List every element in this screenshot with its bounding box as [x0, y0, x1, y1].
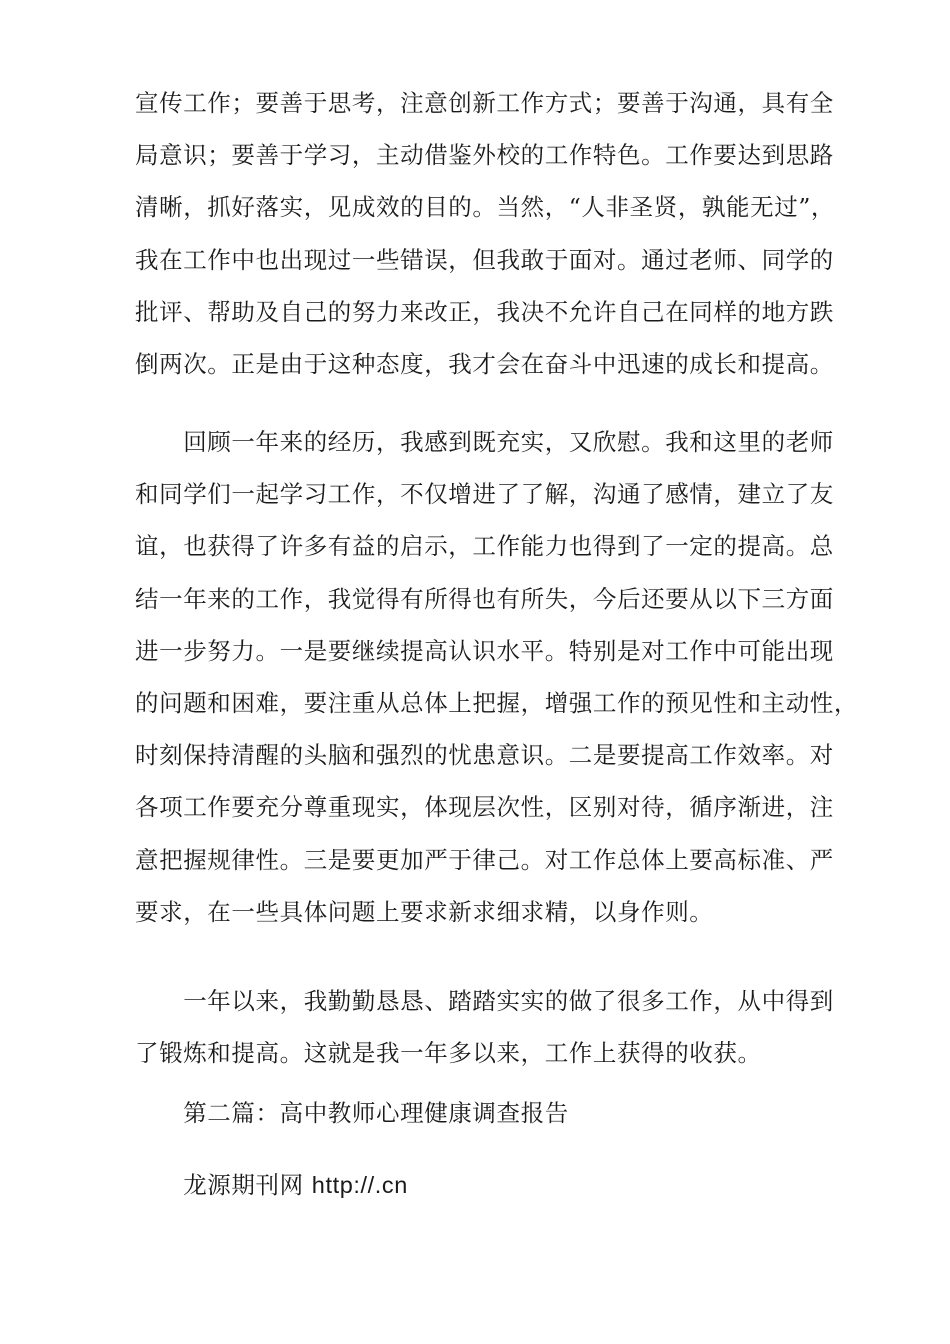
paragraph-line: 回顾一年来的经历，我感到既充实，又欣慰。我和这里的老师	[135, 428, 834, 456]
paragraph-line: 我在工作中也出现过一些错误，但我敢于面对。通过老师、同学的	[135, 245, 834, 274]
paragraph-line: 意把握规律性。三是要更加严于律己。对工作总体上要高标准、严	[135, 845, 834, 874]
paragraph-line: 进一步努力。一是要继续提高认识水平。特别是对工作中可能出现	[135, 636, 834, 665]
paragraph-line: 各项工作要充分尊重现实，体现层次性，区别对待，循序渐进，注	[135, 793, 834, 822]
paragraph-line: 要求，在一些具体问题上要求新求细求精，以身作则。	[135, 897, 714, 926]
paragraph-2	[135, 416, 858, 938]
paragraph-line: 的问题和困难，要注重从总体上把握，增强工作的预见性和主动性，	[135, 689, 858, 718]
paragraph-line: 宣传工作；要善于思考，注意创新工作方式；要善于沟通，具有全	[135, 89, 834, 117]
paragraph-line: 清晰，抓好落实，见成效的目的。当然，“人非圣贤，孰能无过”，	[135, 193, 836, 222]
source-line	[135, 1159, 835, 1211]
paragraph-line: 了锻炼和提高。这就是我一年多以来，工作上获得的收获。	[135, 1039, 762, 1068]
paragraph-line: 时刻保持清醒的头脑和强烈的忧患意识。二是要提高工作效率。对	[135, 741, 834, 770]
paragraph-1	[135, 77, 835, 390]
heading-text: 第二篇：高中教师心理健康调查报告	[135, 1099, 569, 1127]
source-name: 龙源期刊网	[135, 1171, 312, 1199]
paragraph-line: 倒两次。正是由于这种态度，我才会在奋斗中迅速的成长和提高。	[135, 350, 834, 379]
paragraph-line: 和同学们一起学习工作，不仅增进了了解，沟通了感情，建立了友	[135, 480, 834, 509]
source-line-text	[135, 1159, 835, 1211]
paragraph-line: 局意识；要善于学习，主动借鉴外校的工作特色。工作要达到思路	[135, 141, 834, 170]
paragraph-line: 结一年来的工作，我觉得有所得也有所失，今后还要从以下三方面	[135, 584, 834, 613]
paragraph-line: 谊，也获得了许多有益的启示，工作能力也得到了一定的提高。总	[135, 532, 834, 561]
paragraph-3	[135, 975, 835, 1079]
section-heading	[135, 1087, 835, 1139]
source-url: http://.cn	[311, 1172, 408, 1198]
paragraph-line: 批评、帮助及自己的努力来改正，我决不允许自己在同样的地方跌	[135, 297, 834, 326]
paragraph-line: 一年以来，我勤勤恳恳、踏踏实实的做了很多工作，从中得到	[135, 987, 834, 1015]
